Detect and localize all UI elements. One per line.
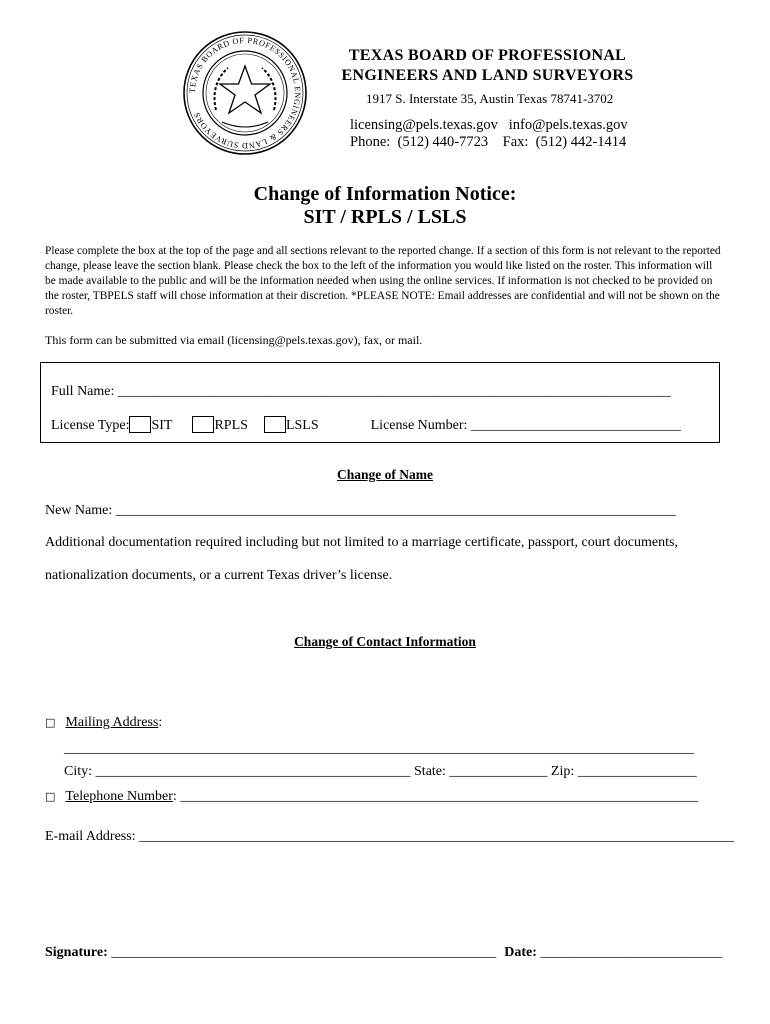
email-line[interactable]: _____________________________________________________________________________________ — [139, 829, 735, 844]
telephone-colon: : — [172, 789, 177, 804]
form-title: Change of Information Notice: — [253, 183, 517, 205]
seal-logo-icon — [182, 30, 308, 156]
full-name-field[interactable] — [51, 384, 671, 400]
mailing-address-checkbox[interactable]: □ — [45, 716, 56, 729]
new-name-label: New Name: — [45, 503, 116, 518]
zip-line[interactable]: _________________ — [577, 764, 697, 779]
board-name-line1: TEXAS BOARD OF PROFESSIONAL — [348, 47, 627, 64]
svg-text:TEXAS BOARD OF PROFESSIONAL EN: TEXAS BOARD OF PROFESSIONAL ENGINEERS & LAND SURVEYORS — [187, 35, 303, 151]
city-label: City: — [64, 764, 96, 779]
board-address: 1917 S. Interstate 35, Austin Texas 78741-3702 — [366, 91, 614, 106]
change-of-name-heading: Change of Name — [337, 467, 433, 482]
lsls-option-label: LSLS — [285, 418, 319, 433]
city-line[interactable]: _____________________________________________ — [95, 764, 411, 779]
change-of-contact-heading: Change of Contact Information — [294, 634, 476, 649]
board-phone-fax: Phone: (512) 440-7723 Fax: (512) 442-1414 — [350, 134, 627, 150]
documentation-note-line2: nationalization documents, or a current Texas driver’s license. — [45, 568, 393, 583]
rpls-option-label: RPLS — [214, 418, 248, 433]
state-label: State: — [410, 764, 450, 779]
telephone-row — [45, 789, 698, 805]
telephone-label: Telephone Number — [65, 789, 173, 804]
zip-label: Zip: — [547, 764, 578, 779]
submission-note: This form can be submitted via email (licensing@pels.texas.gov), fax, or mail. — [45, 333, 423, 347]
telephone-line[interactable]: __________________________________________________________________________ — [180, 789, 699, 804]
board-emails: licensing@pels.texas.gov info@pels.texas.gov — [350, 117, 628, 133]
form-subtitle: SIT / RPLS / LSLS — [303, 206, 467, 228]
sit-checkbox[interactable] — [129, 416, 151, 433]
license-number-line[interactable]: ______________________________ — [470, 418, 681, 433]
lsls-checkbox[interactable] — [264, 416, 286, 433]
new-name-line[interactable]: ________________________________________________________________________________ — [115, 503, 676, 518]
mailing-address-colon: : — [158, 715, 163, 730]
full-name-line[interactable]: _______________________________________________________________________________ — [117, 384, 671, 399]
email-label: E-mail Address: — [45, 829, 140, 844]
new-name-field[interactable] — [45, 503, 676, 519]
license-type-row — [51, 416, 681, 434]
signature-line[interactable]: _______________________________________________________ — [111, 945, 497, 960]
license-number-label: License Number: — [370, 418, 471, 433]
signature-row — [45, 945, 722, 961]
board-seal — [182, 30, 308, 156]
signature-label: Signature: — [45, 945, 112, 960]
board-name-line2: ENGINEERS AND LAND SURVEYORS — [341, 67, 634, 84]
date-label: Date: — [504, 945, 541, 960]
mailing-address-line[interactable]: __________________________________________________________________________________________ — [64, 741, 694, 756]
full-name-label: Full Name: — [51, 384, 118, 399]
email-row — [45, 829, 734, 845]
rpls-checkbox[interactable] — [192, 416, 214, 433]
license-type-label: License Type: — [51, 418, 130, 433]
sit-option-label: SIT — [151, 418, 173, 433]
date-line[interactable]: __________________________ — [540, 945, 723, 960]
city-state-zip-row — [64, 764, 697, 780]
mailing-address-row — [45, 715, 162, 731]
documentation-note-line1: Additional documentation required including but not limited to a marriage certificate, passport, court documents, — [45, 535, 678, 550]
telephone-checkbox[interactable]: □ — [45, 790, 56, 803]
mailing-address-label: Mailing Address — [65, 715, 159, 730]
state-line[interactable]: ______________ — [449, 764, 548, 779]
instructions-paragraph: Please complete the box at the top of the page and all sections relevant to the reported change. If a section of this form is not relevant to the reported change, please leave the section blank. Please check the box to the left of the information you would like listed on the roster. This information will be made available to the public and will be the information needed when using the online services. If information is not checked to be provided on the roster, TBPELS staff will chose information at their discretion. *PLEASE NOTE: Email addresses are confidential and will not be shown on the roster. — [45, 245, 721, 317]
